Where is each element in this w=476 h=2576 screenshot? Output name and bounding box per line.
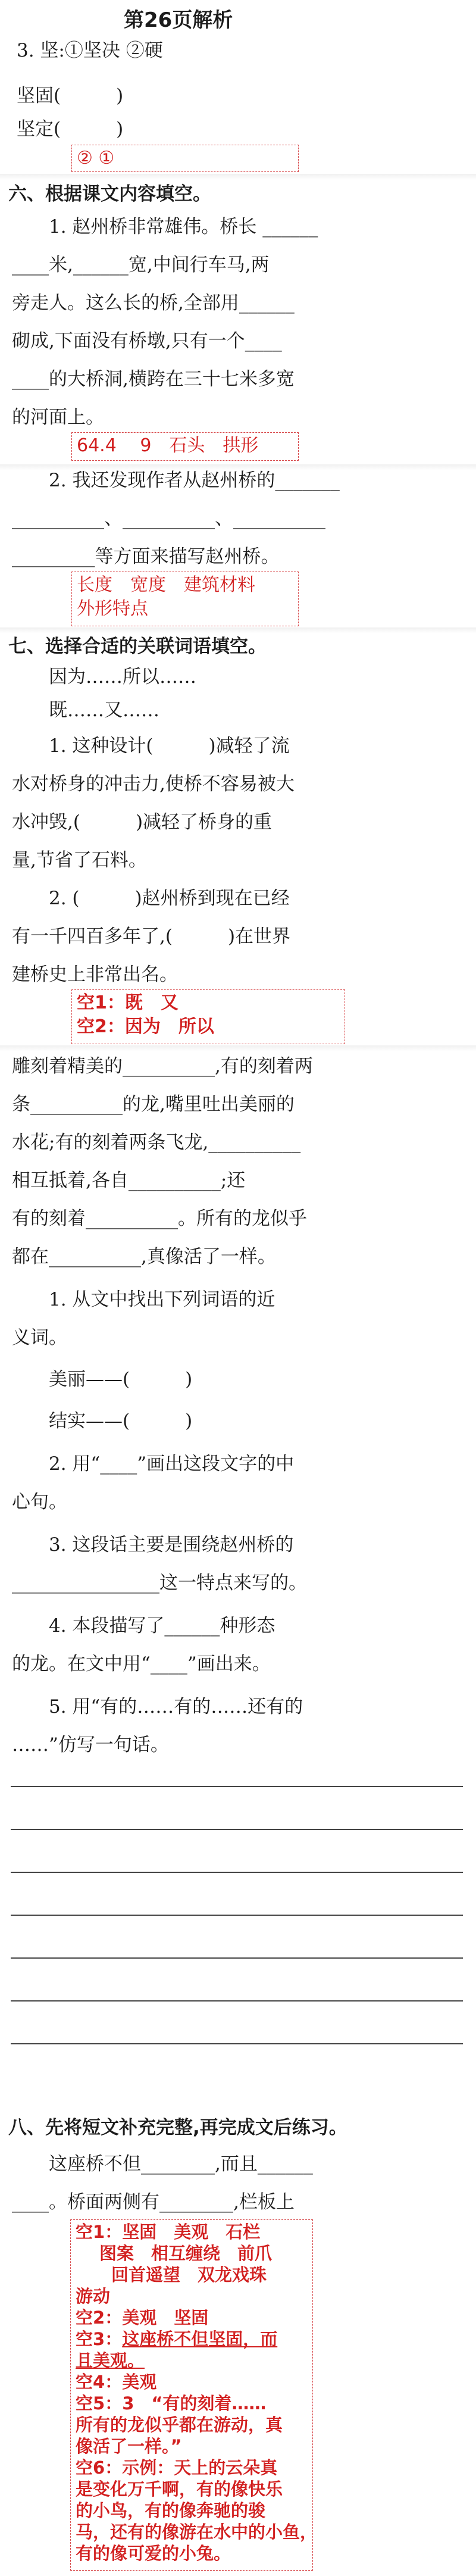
answer-text: 长度 宽度 建筑材料 xyxy=(77,574,255,595)
passage-line-5: 有的刻着__________。所有的龙似乎 xyxy=(12,1208,307,1229)
s7-p1-line-1: 1. 这种设计( )减轻了流 xyxy=(49,735,290,757)
answer-row xyxy=(76,2350,308,2371)
section-6-heading: 六、根据课文内容填空。 xyxy=(8,183,211,205)
answer-box-s7 xyxy=(71,989,345,1044)
s7-p2-line-3: 建桥史上非常出名。 xyxy=(12,964,178,985)
s6-p1-line-2: ____米,______宽,中间行车马,两 xyxy=(12,254,270,276)
passage-line-3: 水花;有的刻着两条飞龙,__________ xyxy=(12,1132,301,1153)
s7-p2-line-2: 有一千四百多年了,( )在世界 xyxy=(12,926,291,947)
answer-text: 这座桥不但坚固，而 xyxy=(122,2329,278,2349)
s8-line-1: 这座桥不但________,而且______ xyxy=(49,2153,313,2175)
answer-row xyxy=(76,2285,308,2307)
answer-row xyxy=(76,2457,308,2478)
pq3-line-2: ________________这一特点来写的。 xyxy=(12,1572,307,1594)
answer-label: 空4： xyxy=(76,2372,123,2392)
answer-text: 的小鸟，有的像奔驰的骏 xyxy=(76,2500,266,2521)
section-7-heading: 七、选择合适的关联词语填空。 xyxy=(8,636,267,657)
answer-text: 回首遥望 双龙戏珠 xyxy=(111,2265,267,2285)
q3-line-2: 坚固( ) xyxy=(17,85,124,107)
s7-p1-line-3: 水冲毁,( )减轻了桥身的重 xyxy=(12,811,273,833)
pq1-line-1: 1. 从文中找出下列词语的近 xyxy=(49,1289,275,1310)
answer-text: 外形特点 xyxy=(77,598,148,619)
section-divider xyxy=(0,1045,476,1051)
answer-text: 美观 坚固 xyxy=(122,2308,209,2328)
writing-line[interactable] xyxy=(11,1786,463,1787)
s6-p1-line-4: 砌成,下面没有桥墩,只有一个____ xyxy=(12,330,282,352)
writing-line[interactable] xyxy=(11,1829,463,1830)
s7-p2-line-1: 2. ( )赵州桥到现在已经 xyxy=(49,888,290,909)
answer-box-s8 xyxy=(70,2219,318,2571)
answer-text: 像活了一样。” xyxy=(76,2436,182,2456)
answer-text: 所有的龙似乎都在游动，真 xyxy=(76,2415,283,2435)
s6-p1-line-1: 1. 赵州桥非常雄伟。桥长 ______ xyxy=(49,216,318,238)
answer-row xyxy=(76,2243,308,2264)
answer-text: 且美观。 xyxy=(76,2350,145,2371)
writing-line[interactable] xyxy=(11,2000,463,2002)
answer-label: 空1： xyxy=(76,2222,123,2242)
s6-p1-line-3: 旁走人。这么长的桥,全部用______ xyxy=(12,292,295,314)
s6-p2-line-3: _________等方面来描写赵州桥。 xyxy=(12,546,280,567)
answer-row xyxy=(76,2436,308,2457)
answer-row xyxy=(76,2478,308,2500)
s7-p1-line-2: 水对桥身的冲击力,使桥不容易被大 xyxy=(12,773,295,795)
q3-line-1: 3. 坚:①坚决 ②硬 xyxy=(17,40,163,61)
answer-label: 空2： xyxy=(76,2308,123,2328)
q3-line-3: 坚定( ) xyxy=(17,118,124,140)
answer-row xyxy=(76,2500,308,2521)
pq1-line-2: 义词。 xyxy=(12,1327,67,1348)
answer-text: 马，还有的像游在水中的小鱼， xyxy=(76,2522,318,2542)
writing-line[interactable] xyxy=(11,2043,463,2044)
answer-text: 有的像可爱的小兔。 xyxy=(76,2543,231,2563)
s6-p2-line-1: 2. 我还发现作者从赵州桥的_______ xyxy=(49,470,340,491)
writing-line[interactable] xyxy=(11,1915,463,1916)
s6-p2-line-2: __________、__________、__________ xyxy=(12,508,325,529)
s7-p1-line-4: 量,节省了石料。 xyxy=(12,850,147,871)
writing-line[interactable] xyxy=(11,1872,463,1873)
s6-p1-line-6: 的河面上。 xyxy=(12,407,104,428)
answer-row xyxy=(76,2371,308,2393)
answer-label: 空6： xyxy=(76,2458,123,2478)
answer-row xyxy=(76,2414,308,2436)
pq1-item-b: 结实——( ) xyxy=(49,1410,193,1432)
answer-text: ② ① xyxy=(77,148,115,168)
answer-text: 是变化万千啊，有的像快乐 xyxy=(76,2479,283,2499)
s7-option-1: 因为……所以…… xyxy=(49,666,196,688)
answer-text: 游动 xyxy=(76,2286,111,2306)
passage-line-1: 雕刻着精美的__________,有的刻着两 xyxy=(12,1056,313,1077)
answer-text: 图案 相互缠绕 前爪 xyxy=(99,2243,273,2263)
passage-line-4: 相互抵着,各自__________;还 xyxy=(12,1170,246,1191)
answer-text: 空1：既 又 xyxy=(77,992,178,1013)
answer-row xyxy=(76,2264,308,2285)
writing-line[interactable] xyxy=(11,1957,463,1959)
answer-text: 坚固 美观 石栏 xyxy=(122,2222,261,2242)
pq5-line-1: 5. 用“有的……有的……还有的 xyxy=(49,1696,303,1718)
answer-row xyxy=(76,2521,318,2543)
answer-row xyxy=(76,2393,308,2414)
answer-text: 64.4 9 石头 拱形 xyxy=(77,435,259,456)
answer-row xyxy=(76,2307,308,2328)
answer-label: 空3： xyxy=(76,2329,123,2349)
section-8-heading: 八、先将短文补充完整,再完成文后练习。 xyxy=(8,2117,347,2138)
answer-row xyxy=(76,2221,308,2243)
answer-text: 美观 xyxy=(122,2372,157,2392)
s6-p1-line-5: ____的大桥洞,横跨在三十七米多宽 xyxy=(12,369,295,390)
s8-line-2: ____。桥面两侧有________,栏板上 xyxy=(12,2191,295,2213)
s7-option-2: 既……又…… xyxy=(49,700,159,721)
answer-text: 示例：天上的云朵真 xyxy=(122,2458,278,2478)
pq5-line-2: ……”仿写一句话。 xyxy=(12,1734,169,1756)
passage-line-6: 都在__________,真像活了一样。 xyxy=(12,1246,276,1267)
answer-text: 空2：因为 所以 xyxy=(77,1016,214,1037)
pq2-line-2: 心句。 xyxy=(12,1491,67,1513)
page-title: 第26页解析 xyxy=(124,8,233,32)
answer-box-s6-1 xyxy=(71,432,299,461)
pq4-line-1: 4. 本段描写了______种形态 xyxy=(49,1615,275,1637)
answer-label: 空5： xyxy=(76,2393,123,2413)
answer-box-s6-2 xyxy=(71,572,299,626)
answer-box-q3 xyxy=(71,145,299,172)
passage-line-2: 条__________的龙,嘴里吐出美丽的 xyxy=(12,1094,295,1115)
answer-row xyxy=(76,2328,308,2350)
pq2-line-1: 2. 用“____”画出这段文字的中 xyxy=(49,1453,295,1475)
pq3-line-1: 3. 这段话主要是围绕赵州桥的 xyxy=(49,1534,294,1556)
pq4-line-2: 的龙。在文中用“____”画出来。 xyxy=(12,1653,271,1675)
answer-text: 3 “有的刻着…… xyxy=(122,2393,267,2413)
pq1-item-a: 美丽——( ) xyxy=(49,1369,193,1390)
answer-row xyxy=(76,2543,308,2564)
